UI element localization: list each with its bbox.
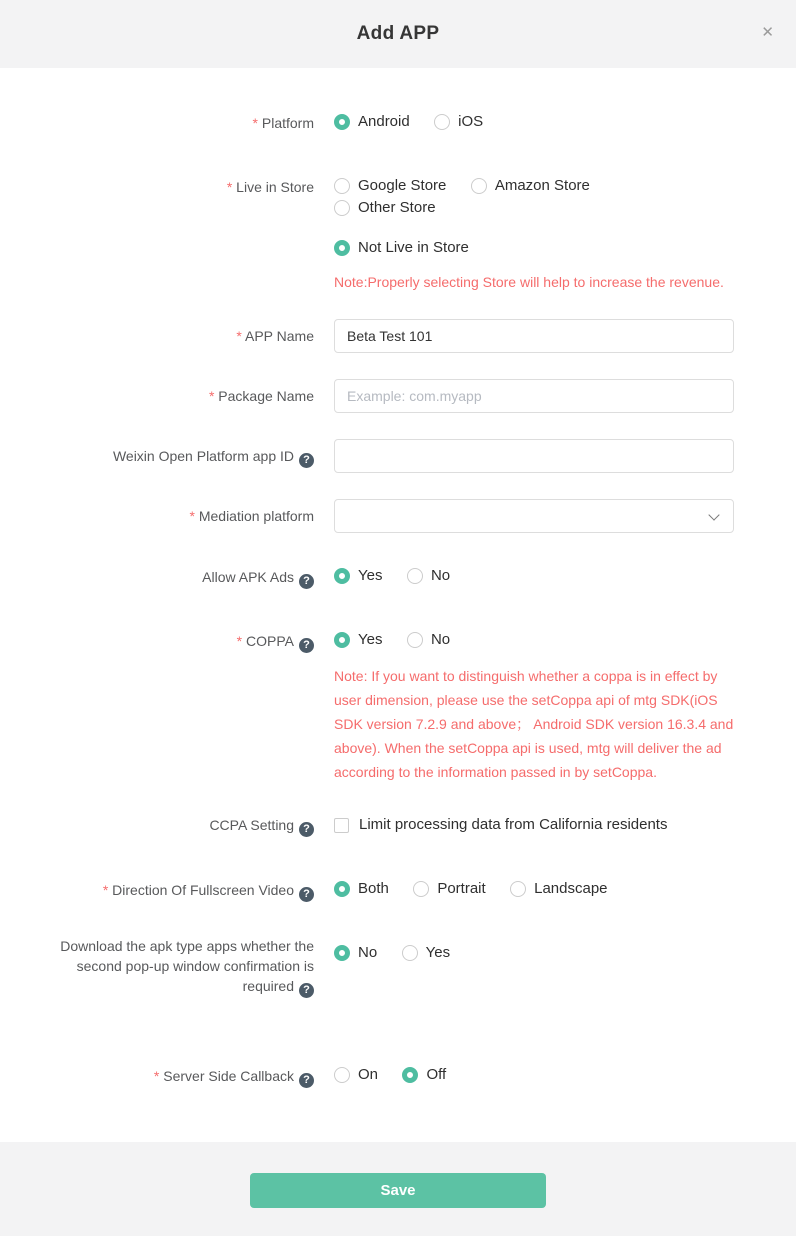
apk-download-confirmation-label — [0, 936, 314, 998]
dialog-body — [0, 68, 796, 1142]
form-row-coppa — [0, 631, 796, 784]
radio-label: No — [430, 631, 451, 648]
dialog-footer — [0, 1142, 796, 1236]
radio-download-confirm-no[interactable] — [334, 944, 377, 962]
live-in-store-label: * Live in Store — [0, 177, 314, 197]
radio-label: On — [358, 1065, 379, 1083]
store-options-row1 — [334, 177, 734, 221]
weixin-app-id-control — [334, 439, 734, 473]
help-icon[interactable] — [299, 822, 314, 837]
form-row-weixin-app-id — [0, 439, 796, 473]
ccpa-setting-control — [334, 815, 734, 838]
form-row-app-name — [0, 319, 796, 353]
allow-apk-ads-radio-group — [334, 567, 734, 589]
coppa-radio-group — [334, 631, 734, 653]
radio-label: Amazon Store — [494, 177, 590, 194]
radio-icon — [334, 240, 350, 256]
form-row-allow-apk-ads — [0, 567, 796, 589]
radio-direction-landscape[interactable] — [510, 880, 607, 898]
coppa-control — [334, 631, 734, 784]
platform-label: * Platform — [0, 113, 314, 133]
radio-icon — [402, 945, 418, 961]
apk-download-radio-group — [334, 944, 734, 966]
radio-label: Landscape — [534, 879, 608, 897]
radio-direction-both[interactable] — [334, 880, 389, 898]
radio-allow-apk-no[interactable] — [407, 567, 450, 585]
radio-icon — [334, 945, 350, 961]
form-row-server-side-callback — [0, 1066, 796, 1088]
coppa-label-text: COPPA — [246, 633, 294, 649]
coppa-label — [0, 631, 314, 653]
app-name-label: * APP Name — [0, 319, 314, 353]
help-icon[interactable] — [299, 453, 314, 468]
radio-ios[interactable] — [434, 113, 483, 131]
package-name-control — [334, 379, 734, 413]
weixin-app-id-label-text: Weixin Open Platform app ID — [112, 448, 294, 464]
fullscreen-video-direction-label-text: Direction Of Fullscreen Video — [112, 881, 294, 898]
save-button[interactable]: Save — [250, 1173, 546, 1208]
radio-android[interactable] — [334, 113, 410, 131]
server-callback-radio-group — [334, 1066, 734, 1088]
dialog-header — [0, 0, 796, 68]
radio-download-confirm-yes[interactable] — [402, 944, 450, 962]
radio-label: Yes — [358, 631, 383, 648]
radio-label: No — [430, 567, 451, 584]
radio-google-store[interactable] — [334, 177, 446, 195]
radio-server-callback-on[interactable] — [334, 1066, 378, 1084]
radio-label: Not Live in Store — [358, 239, 469, 256]
help-icon[interactable] — [299, 983, 314, 998]
radio-icon — [471, 178, 487, 194]
radio-label: Android — [358, 113, 410, 130]
weixin-app-id-label — [0, 439, 314, 473]
live-in-store-radio-group — [334, 177, 734, 294]
radio-icon — [434, 114, 450, 130]
form-row-live-in-store — [0, 177, 796, 294]
weixin-app-id-input[interactable] — [334, 439, 734, 473]
radio-icon — [407, 568, 423, 584]
help-icon[interactable] — [299, 638, 314, 653]
checkbox-label: Limit processing data from California residents — [359, 816, 668, 833]
radio-label: No — [358, 943, 378, 961]
ccpa-checkbox[interactable] — [334, 815, 667, 835]
form-row-mediation-platform — [0, 499, 796, 533]
close-icon[interactable]: ✕ — [761, 24, 774, 41]
chevron-down-icon — [708, 509, 719, 520]
ccpa-setting-label-text: CCPA Setting — [209, 817, 294, 833]
radio-icon — [334, 632, 350, 648]
form-row-ccpa-setting — [0, 815, 796, 838]
radio-label: Yes — [358, 567, 383, 584]
radio-amazon-store[interactable] — [471, 177, 590, 195]
apk-download-confirmation-label-text: Download the apk type apps whether the second pop-up window confirmation is required — [60, 937, 314, 994]
form-row-platform — [0, 113, 796, 135]
app-name-input[interactable] — [334, 319, 734, 353]
radio-allow-apk-yes[interactable] — [334, 567, 382, 585]
radio-icon — [334, 881, 350, 897]
fullscreen-video-direction-label — [0, 880, 314, 902]
checkbox-icon — [334, 818, 349, 833]
store-note: Note:Properly selecting Store will help to increase the revenue. — [334, 274, 724, 290]
app-name-control — [334, 319, 734, 353]
form-row-package-name — [0, 379, 796, 413]
server-side-callback-label — [0, 1066, 314, 1088]
help-icon[interactable] — [299, 1073, 314, 1088]
form-row-apk-download-confirmation — [0, 936, 796, 998]
radio-label: Other Store — [358, 199, 436, 216]
radio-direction-portrait[interactable] — [413, 880, 485, 898]
radio-label: Portrait — [437, 879, 486, 897]
radio-other-store[interactable] — [334, 199, 436, 217]
radio-icon — [510, 881, 526, 897]
platform-radio-group — [334, 113, 734, 135]
mediation-platform-label: * Mediation platform — [0, 499, 314, 533]
radio-label: Off — [426, 1065, 447, 1083]
radio-label: iOS — [458, 113, 484, 130]
server-side-callback-label-text: Server Side Callback — [163, 1067, 294, 1084]
ccpa-setting-label — [0, 815, 314, 837]
dialog-title: Add APP — [356, 23, 440, 44]
package-name-input[interactable] — [334, 379, 734, 413]
radio-icon — [334, 568, 350, 584]
help-icon[interactable] — [299, 574, 314, 589]
radio-icon — [407, 632, 423, 648]
mediation-platform-select[interactable] — [334, 499, 734, 533]
help-icon[interactable] — [299, 887, 314, 902]
radio-icon — [334, 200, 350, 216]
radio-icon — [334, 1067, 350, 1083]
allow-apk-ads-label-text: Allow APK Ads — [202, 569, 294, 585]
radio-label: Both — [358, 879, 389, 897]
radio-icon — [402, 1067, 418, 1083]
radio-icon — [413, 881, 429, 897]
package-name-label: * Package Name — [0, 379, 314, 413]
form-row-fullscreen-video-direction — [0, 880, 796, 902]
radio-icon — [334, 114, 350, 130]
radio-icon — [334, 178, 350, 194]
direction-radio-group — [334, 880, 734, 902]
allow-apk-ads-label — [0, 567, 314, 589]
radio-not-live-in-store[interactable] — [334, 239, 469, 257]
mediation-platform-control — [334, 499, 734, 533]
coppa-note: Note: If you want to distinguish whether a coppa is in effect by user dimension, please use the setCoppa api of mtg SDK(iOS SDK version 7.2.9 and above； Android SDK version 16.3.4 and above). When the setCoppa api is used, mtg will deliver the ad according to the information passed in by setCoppa. — [334, 668, 734, 780]
radio-label: Yes — [425, 943, 451, 961]
radio-label: Google Store — [358, 177, 447, 194]
radio-server-callback-off[interactable] — [402, 1066, 446, 1084]
radio-coppa-no[interactable] — [407, 631, 450, 649]
radio-coppa-yes[interactable] — [334, 631, 382, 649]
store-options-row2 — [334, 239, 734, 261]
